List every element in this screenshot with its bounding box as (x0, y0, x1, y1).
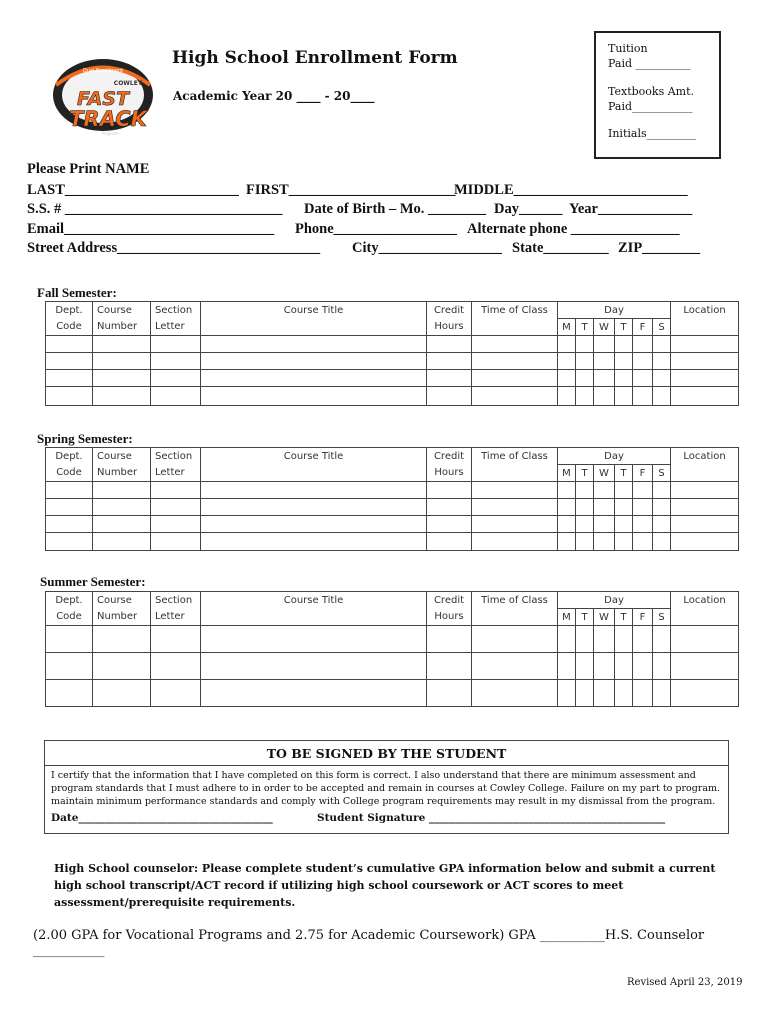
day-header: Day (558, 592, 671, 609)
location-header-2 (671, 465, 739, 482)
course-title-header: Course Title (201, 448, 427, 465)
dob-day-field[interactable]: Day______ (494, 201, 563, 217)
day-w: W (594, 319, 615, 336)
dept-header: Dept. (46, 302, 93, 319)
section-header-2: Letter (151, 465, 201, 482)
table-row[interactable] (46, 482, 739, 499)
fall-semester-heading: Fall Semester: (37, 285, 117, 300)
city-field[interactable]: City_________________ (352, 240, 502, 256)
day-m: M (558, 465, 576, 482)
course-title-header: Course Title (201, 592, 427, 609)
day-w: W (594, 465, 615, 482)
day-t: T (576, 465, 594, 482)
alternate-phone-field[interactable]: Alternate phone _______________ (467, 221, 680, 237)
student-signature-box (44, 740, 729, 834)
day-header: Day (558, 448, 671, 465)
dept-header-2: Code (46, 465, 93, 482)
summer-course-table (45, 591, 739, 707)
cowley-fast-track-logo (48, 55, 158, 140)
day-t: T (576, 609, 594, 626)
course-header: Course (93, 302, 151, 319)
table-row[interactable] (46, 370, 739, 387)
table-row[interactable] (46, 533, 739, 551)
section-header: Section (151, 448, 201, 465)
table-row[interactable] (46, 516, 739, 533)
course-title-header-2 (201, 319, 427, 336)
course-title-header-2 (201, 609, 427, 626)
email-field[interactable]: Email_____________________________ (27, 221, 275, 237)
day-m: M (558, 609, 576, 626)
spring-course-table (45, 447, 739, 551)
signature-date-field[interactable]: Date_____________________________________ (51, 812, 273, 824)
time-header-2 (472, 465, 558, 482)
location-header-2 (671, 609, 739, 626)
credit-header: Credit (427, 592, 472, 609)
tuition-paid-field[interactable]: Paid __________ (608, 57, 691, 70)
spring-semester-heading: Spring Semester: (37, 431, 133, 446)
logo-fast-text: FAST (77, 88, 129, 110)
dob-month-field[interactable]: Date of Birth – Mo. ________ (304, 201, 487, 217)
fall-course-table (45, 301, 739, 406)
day-t: T (576, 319, 594, 336)
day-th: T (615, 465, 633, 482)
table-row[interactable] (46, 499, 739, 516)
location-header: Location (671, 448, 739, 465)
day-w: W (594, 609, 615, 626)
day-s: S (653, 465, 671, 482)
middle-name-field[interactable]: MIDDLE________________________ (454, 182, 688, 198)
day-m: M (558, 319, 576, 336)
table-row[interactable] (46, 626, 739, 653)
dept-header: Dept. (46, 448, 93, 465)
counselor-instructions: High School counselor: Please complete student’s cumulative GPA information below and submit a current high school transcript/ACT record if utilizing high school coursework or ACT scores to meet assessment/prerequisite requirements. (54, 862, 716, 909)
section-header-2: Letter (151, 609, 201, 626)
dept-header: Dept. (46, 592, 93, 609)
gpa-counselor-field[interactable]: (2.00 GPA for Vocational Programs and 2.75 for Academic Coursework) GPA __________H.S. Counselor ___________ (33, 928, 705, 958)
course-header: Course (93, 592, 151, 609)
day-f: F (633, 319, 653, 336)
office-use-box (594, 31, 721, 159)
print-name-heading: Please Print NAME (27, 161, 150, 177)
table-row[interactable] (46, 653, 739, 680)
table-row[interactable] (46, 387, 739, 406)
phone-field[interactable]: Phone_________________ (295, 221, 457, 237)
ss-number-field[interactable]: S.S. # ______________________________ (27, 201, 283, 217)
certification-text: I certify that the information that I have completed on this form is correct. I also understand that there are minimum assessment and program standards that I must adhere to in order to be accepted and remain in courses at Cowley College. Failure on my part to program. maintain minimum performance standards and comply with College program requirements may result in my dismissal from the program. (51, 770, 721, 807)
course-header-2: Number (93, 465, 151, 482)
course-title-header-2 (201, 465, 427, 482)
table-row[interactable] (46, 680, 739, 707)
credit-header: Credit (427, 302, 472, 319)
street-address-field[interactable]: Street Address____________________________ (27, 240, 321, 256)
location-header: Location (671, 592, 739, 609)
initials-field[interactable]: Initials_________ (608, 127, 697, 140)
location-header-2 (671, 319, 739, 336)
course-title-header: Course Title (201, 302, 427, 319)
logo-bottom-text: Program (101, 131, 119, 136)
textbooks-paid-field[interactable]: Paid___________ (608, 100, 693, 113)
day-s: S (653, 319, 671, 336)
zip-field[interactable]: ZIP________ (618, 240, 701, 256)
day-th: T (615, 319, 633, 336)
form-title: High School Enrollment Form (172, 48, 458, 68)
logo-track-text: TRACK (69, 107, 147, 131)
signature-box-title: TO BE SIGNED BY THE STUDENT (266, 746, 507, 761)
day-f: F (633, 609, 653, 626)
table-row[interactable] (46, 336, 739, 353)
table-row[interactable] (46, 353, 739, 370)
logo-college-text: COWLEY (113, 80, 143, 87)
last-name-field[interactable]: LAST________________________ (27, 182, 239, 198)
section-header-2: Letter (151, 319, 201, 336)
course-header: Course (93, 448, 151, 465)
time-of-class-header: Time of Class (472, 302, 558, 319)
revision-date: Revised April 23, 2019 (627, 977, 743, 988)
course-header-2: Number (93, 609, 151, 626)
section-header: Section (151, 592, 201, 609)
day-th: T (615, 609, 633, 626)
credit-header-2: Hours (427, 465, 472, 482)
day-header: Day (558, 302, 671, 319)
credit-header: Credit (427, 448, 472, 465)
section-header: Section (151, 302, 201, 319)
tuition-label: Tuition (608, 42, 648, 55)
time-of-class-header: Time of Class (472, 448, 558, 465)
time-header-2 (472, 319, 558, 336)
time-header-2 (472, 609, 558, 626)
day-f: F (633, 465, 653, 482)
time-of-class-header: Time of Class (472, 592, 558, 609)
course-header-2: Number (93, 319, 151, 336)
first-name-field[interactable]: FIRST_______________________ (246, 182, 456, 198)
academic-year-field[interactable]: Academic Year 20 ____ - 20____ (173, 89, 375, 103)
textbooks-label: Textbooks Amt. (608, 85, 695, 98)
logo-top-text: Dual Enrollment (82, 68, 124, 74)
state-field[interactable]: State_________ (512, 240, 609, 256)
summer-semester-heading: Summer Semester: (40, 574, 146, 589)
credit-header-2: Hours (427, 609, 472, 626)
location-header: Location (671, 302, 739, 319)
dob-year-field[interactable]: Year_____________ (569, 201, 693, 217)
dept-header-2: Code (46, 609, 93, 626)
signature-box-divider (45, 765, 728, 766)
dept-header-2: Code (46, 319, 93, 336)
student-signature-field[interactable]: Student Signature _____________________________________________ (317, 812, 666, 824)
day-s: S (653, 609, 671, 626)
credit-header-2: Hours (427, 319, 472, 336)
